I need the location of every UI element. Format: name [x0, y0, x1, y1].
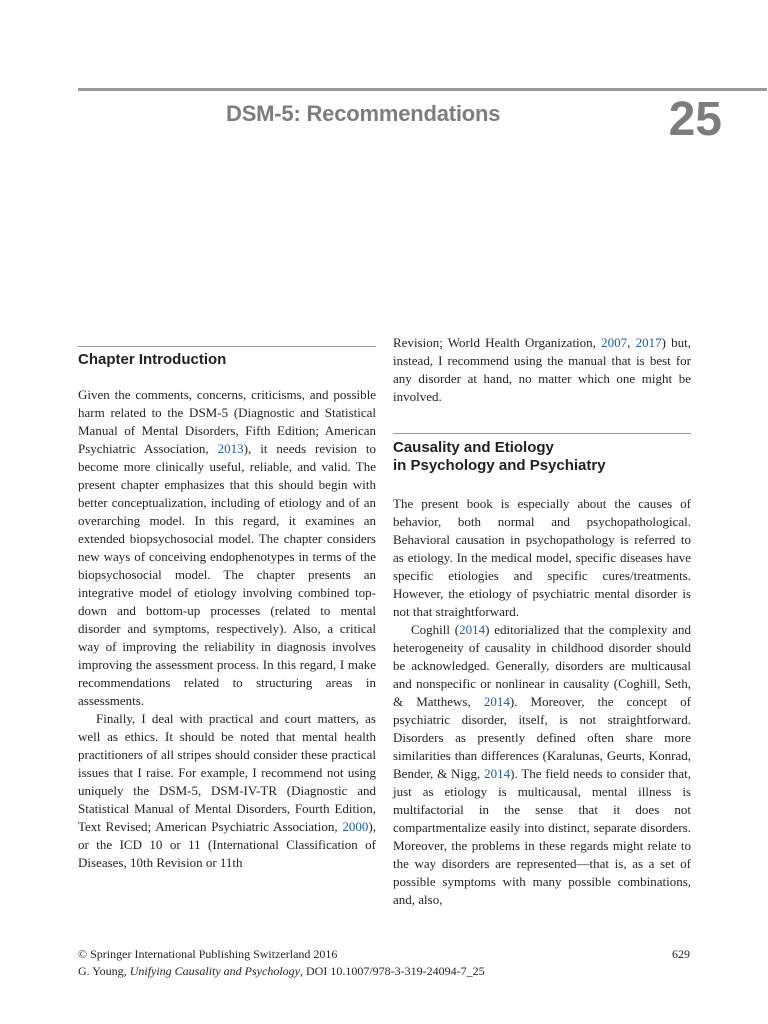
- text-run: ), it needs revision to become more clinically useful, reliable, and valid. The present chapter emphasizes that this should begin with better conceptualization, including of etiology and of an overarching model. In this regard, it examines an extended biopsychosocial model. The chapter considers new ways of conceiving endophenotypes in terms of the biopsychosocial model. The chapter presents an integrative model of etiology involving combined top-down and bottom-up processes (related to mental disorder and symptoms, respectively). Also, a critical way of improving the reliability in diagnosis involves improving the assessment process. In this regard, I make recommendations related to structuring areas in assessments.: [78, 441, 376, 708]
- text-run: ). Moreover, the concept of psychiatric disorder, itself, is not straightforward. Disorders as presently defined often share more similarities than differences (Karalunas, Geurts, Konrad, Bender, & Nigg,: [393, 694, 691, 781]
- heading-line: in Psychology and Psychiatry: [393, 457, 606, 474]
- text-run: ,: [627, 335, 636, 350]
- left-column: [78, 346, 376, 872]
- header-rule: [78, 88, 767, 91]
- intro-paragraph-2: [78, 710, 376, 872]
- continued-paragraph: [393, 334, 691, 406]
- section-rule: [393, 433, 691, 434]
- citation-link[interactable]: 2017: [635, 335, 662, 350]
- text-run: ). The field needs to consider that, just as etiology is multicausal, mental illness is multifactorial in the sense that it does not compartmentalize easily into distinct, separate disorders. Moreover, the problems in these regards might relate to the way disorders are represented—that is, as a set of possible symptoms with many possible combinations, and, also,: [393, 766, 692, 907]
- citation-link[interactable]: 2014: [484, 766, 511, 781]
- chapter-number: 25: [668, 93, 722, 146]
- section-heading-introduction: Chapter Introduction: [78, 351, 227, 368]
- chapter-title: DSM-5: Recommendations: [226, 101, 501, 126]
- causality-paragraph-2: [393, 621, 691, 909]
- text-run: ), or the ICD 10 or 11 (International Classification of Diseases, 10th Revision or 11th: [78, 819, 376, 870]
- heading-line: Causality and Etiology: [393, 439, 554, 456]
- copyright-notice: © Springer International Publishing Switzerland 2016: [78, 947, 338, 961]
- intro-paragraph-1: [78, 386, 376, 710]
- causality-paragraph-1: The present book is especially about the causes of behavior, both normal and psychopathological. Behavioral causation in psychopathology is referred to as etiology. In the medical model, specific diseases have specific etiologies and specific cures/treatments. However, the etiology of psychiatric mental disorder is not that straightforward.: [393, 496, 691, 619]
- citation-link[interactable]: 2014: [459, 622, 486, 637]
- page-footer: [78, 946, 690, 980]
- text-run: Given the comments, concerns, criticisms, and possible harm related to the DSM-5 (Diagnostic and Statistical Manual of Mental Disorders, Fifth Edition; American Psychiatric Association,: [78, 387, 376, 456]
- text-run: ) editorialized that the complexity and heterogeneity of causality in childhood disorder should be acknowledged. Generally, disorders are multicausal and nonspecific or nonlinear in causality (Coghill, Seth, & Matthews,: [393, 622, 691, 709]
- text-run: Coghill (: [411, 622, 460, 637]
- citation-link[interactable]: 2014: [483, 694, 510, 709]
- right-column: [393, 334, 691, 909]
- author-name: G. Young,: [78, 964, 130, 978]
- citation-link[interactable]: 2007: [601, 335, 628, 350]
- citation-link[interactable]: 2013: [217, 441, 244, 456]
- citation-link[interactable]: 2000: [342, 819, 369, 834]
- section-heading-causality: [393, 439, 691, 475]
- section-rule: [78, 346, 376, 347]
- book-title: Unifying Causality and Psychology: [129, 964, 300, 978]
- citation-line: [78, 963, 690, 980]
- text-run: Revision; World Health Organization,: [393, 335, 602, 350]
- text-run: ) but, instead, I recommend using the manual that is best for any disorder at hand, no matter which one might be involved.: [393, 335, 691, 404]
- page-number: 629: [672, 947, 690, 961]
- text-run: Finally, I deal with practical and court matters, as well as ethics. It should be noted that mental health practitioners of all stripes should consider these practical issues that I raise. For example, I recommend not using uniquely the DSM-5, DSM-IV-TR (Diagnostic and Statistical Manual of Mental Disorders, Fourth Edition, Text Revised; American Psychiatric Association,: [78, 711, 376, 834]
- doi-text: , DOI 10.1007/978-3-319-24094-7_25: [300, 964, 485, 978]
